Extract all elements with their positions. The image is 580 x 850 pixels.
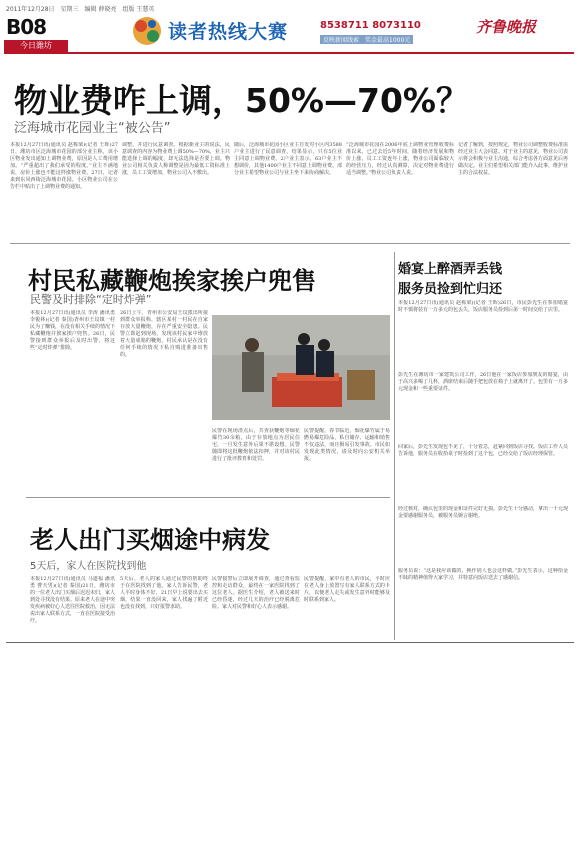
- sidebar-para-1: 本报12月27日讯(通讯员 赵栋梁)(记者 王晖)26日，市民彭先生在参加婚宴时不慎将装有一万多元的包丢失，饭店服务员捡到后第一时间交给了店里。: [398, 300, 568, 313]
- story1-col-3: 随后，泛海城市花园小区业主自发对小区内3588户业主进行了民意调查，结果显示，只有5位业主同意上调物业费。2户业主表示，63户业主不想调价，其他1400户业主不同意上调物业费。部分业主希望物业公司与业主坐下来协商解决。: [234, 142, 342, 176]
- hotline-phone: 8538711 8073110: [320, 20, 421, 31]
- page-number: B08: [6, 15, 47, 39]
- story3-headline: 老人出门买烟途中病发: [30, 526, 270, 554]
- section-label: 今日潍坊: [4, 40, 68, 52]
- story2-headline: 村民私藏鞭炮挨家挨户兜售: [28, 267, 316, 295]
- story2-col-3: 民警在现场清点后，共查获鞭炮等烟花爆竹30余箱。由于存放地点为居民住宅，一旦发生意外后果不堪设想。民警随即将这批鞭炮依法扣押，并对该村民进行了批评教育和处罚。: [212, 428, 300, 462]
- sidebar-title-1: 婚宴上醉酒弄丢钱: [398, 262, 503, 277]
- issue-meta: 2011年12月28日 星期三 编辑 薛晓亮 组版 王慧英: [6, 6, 155, 13]
- story1-col-5: 记者了解到，按照规定，物业公司调整收费标准需经过业主大会同意。对于业主的意见，物业公司表示将会积极与业主沟通，综合考虑各方面意见后再做决定。业主们希望相关部门能介入此事，维护业主的合法权益。: [458, 142, 568, 176]
- story1-col-4: “泛海城市花园在2006年底上调物业管理收费标准以来，已过去近5年时间，随着经济发展和物价上涨，员工工资连年上涨，物业公司面临较大的经营压力，经过认真测算，决定对物业费进行适当调整。”物业公司负责人说。: [346, 142, 454, 176]
- masthead-logo: 齐鲁晚报: [476, 18, 537, 36]
- story2-subhead: 民警及时排除“定时炸弹”: [30, 293, 152, 306]
- sidebar-para-4: 经过核对，确认包里的现金和证件完好无损。彭先生十分感动，拿出一千元现金要感谢服务员，被服务员婉言谢绝。: [398, 506, 568, 519]
- story2-col-4: 民警提醒，春节临近，烟花爆竹属于易燃易爆危险品，私自储存、运输和销售不仅违法，而且极易引发事故。市民如发现此类情况，请及时向公安机关举报。: [304, 428, 390, 462]
- story2-divider: [26, 497, 390, 498]
- hotline-title: 读者热线大赛: [168, 21, 289, 43]
- story3-col-2: 5天后，老人的家人通过民警的帮助终于在医院找到了他。家人告诉民警，老人平时身体不好，21日早上说要出去买烟，结果一直没回来，家人找遍了附近也没有找到，只好报警求助。: [120, 576, 208, 610]
- story1-col-2: 调整，并进行民意调查。根据新业主的说法，民意调查的内容为物业费上调50%—70%，业主只能选择上调的幅度，却无法选择是否要上调。物业公司相关负责人称调整是因为最低工资标准上涨，员工工资增加，物业公司入不敷出。: [122, 142, 230, 176]
- hotline-logo-icon: [130, 14, 164, 48]
- news-photo: [212, 315, 390, 420]
- story2-col-1: 本报12月27日讯(通讯员 李涛 潘讯勇 李俊林)(记者 秦国)青州市王坟镇一村民为了赚钱，在没有相关手续的情况下私藏鞭炮并挨家挨户兜售。26日，民警接到群众举报后及时出警，将这些“定时炸弹”排除。: [30, 310, 115, 351]
- story3-col-1: 本报12月27日讯(通讯员 马道福 潘讯勇 曹天男)(记者 秦国)21日，潍坊市的一位老人出门买烟后迟迟未归，家人到处寻找没有结果。原来老人在途中突发疾病被好心人送往医院救治，因无法说出家人联系方式，一直在医院接受治疗。: [30, 576, 115, 624]
- sidebar-title-2: 服务员捡到忙归还: [398, 282, 503, 297]
- story1-headline: 物业费咋上调，50%—70%？: [14, 81, 469, 120]
- sidebar-para-5: 服务员说：“这是我应该做的，换作别人也会这样做。”彭先生表示，这种拾金不昧的精神值得大家学习，并特意向饭店送去了感谢信。: [398, 568, 568, 581]
- story1-subhead: 泛海城市花园业主“被公告”: [14, 121, 171, 136]
- story1-divider: [10, 243, 570, 244]
- hotline-subtitle: 反映新闻线索 奖金最高1000元: [320, 35, 413, 44]
- sidebar-divider: [394, 252, 395, 640]
- story2-col-2: 26日上午，青州市公安局王坟派出所接到群众举报称，辖区某村一村民在自家存放大量鞭炮，存在严重安全隐患。民警立即赶到现场，发现该村民家中堆放着大量成箱的鞭炮，村民承认是在没有任何手续的情况下私自购进准备出售的。: [120, 310, 208, 358]
- story1-col-1: 本报12月27日讯(通讯员 赵栋梁)(记者 王晖)27日，潍坊市区泛海城市花园的部分业主称，该小区物业发出通知上调物业费，原因是人工费用增加。“严重超出了我们承受的程度。”业主不满地说，房价上涨也不能这样涨物业费。27日，记者来到东风西街泛海城市花园。小区物业公司在公告栏中贴出了上调物业费的通知。: [10, 142, 118, 190]
- story3-subhead: 5天后，家人在医院找到他: [30, 561, 147, 572]
- sidebar-para-3: 回家后，彭先生发现包不见了，十分着急，赶紧回到饭店寻找。饭店工作人员告诉他，服务员在收拾桌子时捡到了这个包，已经交给了饭店经理保管。: [398, 444, 568, 457]
- story3-col-3: 民警接警后立即展开调查，通过查看监控和走访群众，最终在一家医院找到了这位老人。据医生介绍，老人被送来时已经昏迷，经过几天的治疗已经脱离危险。家人对民警和好心人表示感谢。: [212, 576, 300, 610]
- police-fireworks-photo-icon: [212, 315, 390, 420]
- sidebar-para-2: 彭先生在潍坊市一家建筑公司工作，26日他在一家饭店参加朋友的婚宴，由于高兴多喝了几杯，酒席结束后随手把包放在椅子上就离开了。包里有一万多元现金和一些重要证件。: [398, 372, 568, 392]
- page-bottom-rule: [6, 642, 574, 643]
- story3-col-4: 民警提醒，家中有老人的市民，平时应在老人身上放置写有家人联系方式的卡片，以便老人走失或发生意外时能够及时联系到家人。: [304, 576, 390, 603]
- header-divider: [4, 52, 574, 54]
